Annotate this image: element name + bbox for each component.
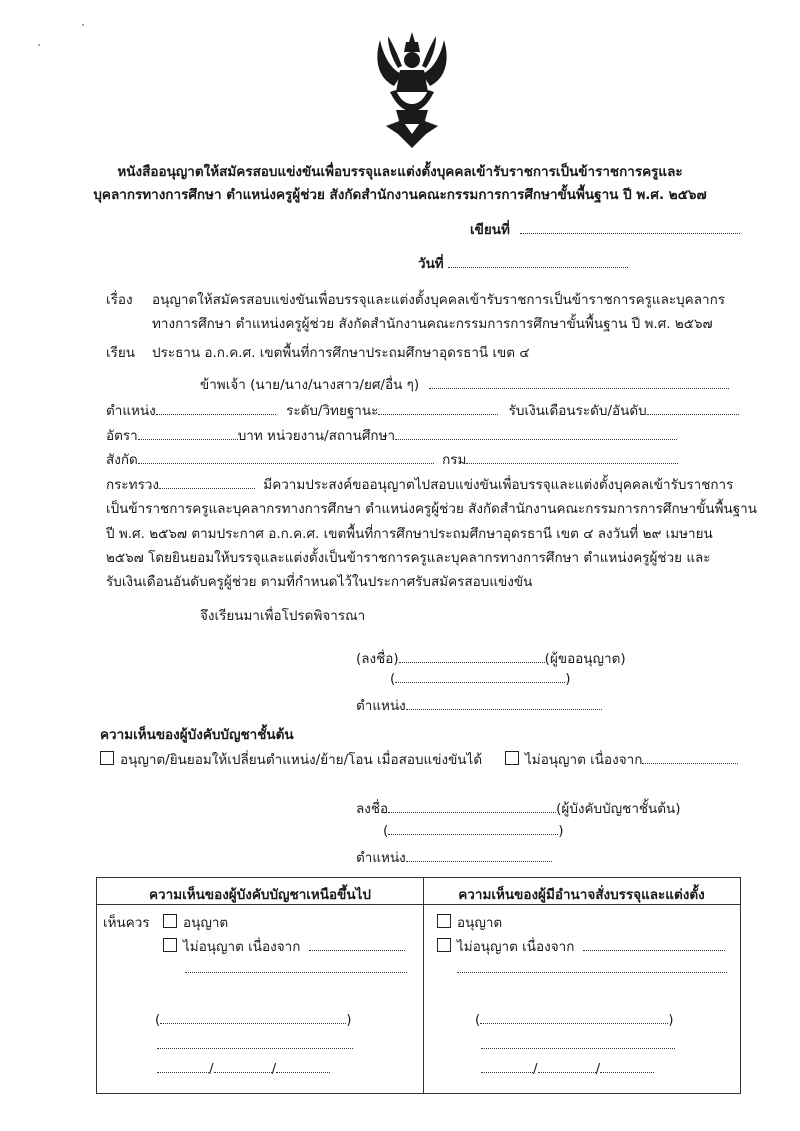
date-field[interactable] [418, 252, 628, 274]
left-allow-option[interactable] [163, 911, 228, 933]
left-allow-label: อนุญาต [183, 915, 229, 931]
affiliation-label: สังกัด [106, 452, 138, 468]
written-at-field[interactable] [470, 218, 740, 240]
applicant-signature-field[interactable] [356, 647, 626, 669]
right-deny-option[interactable] [437, 935, 725, 957]
close-paren: ) [668, 1012, 674, 1028]
higher-supervisor-heading: ความเห็นของผู้บังคับบัญชาเหนือขึ้นไป [149, 887, 371, 903]
supervisor-opinion-heading: ความเห็นของผู้บังคับบัญชาชั้นต้น [100, 727, 294, 743]
right-printed-name-blank[interactable] [480, 1011, 668, 1024]
written-at-blank[interactable] [520, 221, 740, 234]
close-paren: ) [558, 823, 564, 839]
applicant-sign-label: (ลงชื่อ) [356, 651, 399, 667]
deny-checkbox[interactable] [505, 751, 519, 765]
date-label: วันที่ [418, 256, 444, 272]
applicant-position-blank[interactable] [406, 697, 602, 710]
deny-reason-blank[interactable] [642, 751, 738, 764]
position-label: ตำแหน่ง [106, 403, 156, 419]
left-deny-checkbox[interactable] [163, 938, 177, 952]
applicant-name-field[interactable] [200, 373, 729, 395]
right-reason-line2[interactable] [457, 960, 727, 977]
right-deny-label: ไม่อนุญาต เนื่องจาก [457, 939, 575, 955]
ministry-row [106, 473, 733, 495]
document-title-line2: บุคลากรทางการศึกษา ตำแหน่งครูผู้ช่วย สังกัดสำนักงานคณะกรรมการการศึกษาขั้นพื้นฐาน ปี พ.ศ. ๒๕๖๗ [93, 187, 707, 203]
applicant-position-field[interactable] [356, 694, 602, 716]
open-paren: ( [155, 1012, 161, 1028]
request-paragraph-line5: รับเงินเดือนอันดับครูผู้ช่วย ตามที่กำหนดไว้ในประกาศรับสมัครสอบแข่งขัน [106, 574, 533, 590]
right-position-line[interactable] [481, 1036, 675, 1053]
supervisor-position-field[interactable] [356, 846, 552, 868]
applicant-signature-blank[interactable] [399, 650, 545, 663]
deny-option-label: ไม่อนุญาต เนื่องจาก [525, 752, 643, 768]
supervisor-role-label: (ผู้บังคับบัญชาชั้นต้น) [556, 801, 681, 817]
rate-label: อัตรา [106, 428, 138, 444]
close-paren: ) [346, 1012, 352, 1028]
right-month-blank[interactable] [538, 1060, 596, 1073]
left-deny-option[interactable] [163, 935, 405, 957]
supervisor-deny-option[interactable] [505, 748, 738, 770]
department-blank[interactable] [466, 451, 678, 464]
applicant-printed-name-blank[interactable] [395, 670, 565, 683]
applicant-name-blank[interactable] [429, 376, 729, 389]
left-printed-name-field[interactable] [155, 1011, 352, 1028]
affiliation-blank[interactable] [138, 451, 434, 464]
date-slash: / [533, 1061, 538, 1077]
right-deny-checkbox[interactable] [437, 938, 451, 952]
right-reason-blank-2[interactable] [457, 960, 727, 973]
rate-blank[interactable] [138, 427, 238, 440]
subject-label: เรื่อง [106, 292, 133, 308]
position-blank[interactable] [156, 402, 276, 415]
right-day-blank[interactable] [481, 1060, 533, 1073]
allow-option-label: อนุญาต/ยินยอมให้เปลี่ยนตำแหน่ง/ย้าย/โอน เมื่อสอบแข่งขันได้ [120, 752, 483, 768]
affiliation-row [106, 448, 678, 470]
open-paren: ( [390, 671, 396, 687]
left-deny-label: ไม่อนุญาต เนื่องจาก [183, 939, 301, 955]
request-paragraph-line4: ๒๕๖๗ โดยยินยอมให้บรรจุและแต่งตั้งเป็นข้าราชการครูและบุคลากรทางการศึกษา ตำแหน่งครูผู้ช่วย และ [106, 550, 711, 566]
right-allow-checkbox[interactable] [437, 914, 451, 928]
left-month-blank[interactable] [214, 1060, 272, 1073]
document-title-line1: หนังสืออนุญาตให้สมัครสอบแข่งขันเพื่อบรรจุและแต่งตั้งบุคคลเข้ารับราชการเป็นข้าราชการครูและ [117, 164, 683, 180]
closing-text: จึงเรียนมาเพื่อโปรดพิจารณา [200, 608, 366, 624]
left-deny-reason-blank[interactable] [309, 938, 405, 951]
left-position-blank[interactable] [157, 1036, 353, 1049]
date-slash: / [271, 1061, 277, 1077]
rate-row [106, 424, 677, 446]
open-paren: ( [475, 1012, 481, 1028]
left-allow-checkbox[interactable] [163, 914, 177, 928]
request-paragraph-line2: เป็นข้าราชการครูและบุคลากรทางการศึกษา ตำแหน่งครูผู้ช่วย สังกัดสำนักงานคณะกรรมการการศึกษาขั้นพื้นฐาน [106, 501, 757, 517]
applicant-role-label: (ผู้ขออนุญาต) [544, 651, 626, 667]
supervisor-sign-label: ลงชื่อ [356, 801, 389, 817]
right-printed-name-field[interactable] [475, 1011, 674, 1028]
supervisor-signature-blank[interactable] [388, 800, 556, 813]
date-slash: / [595, 1061, 601, 1077]
left-date-field[interactable] [157, 1060, 330, 1077]
open-paren: ( [383, 823, 389, 839]
supervisor-printed-name-blank[interactable] [388, 822, 558, 835]
salary-level-blank[interactable] [647, 402, 739, 415]
table-divider [423, 878, 424, 1093]
garuda-emblem-icon [372, 30, 452, 148]
level-blank[interactable] [378, 402, 498, 415]
subject-line2: ทางการศึกษา ตำแหน่งครูผู้ช่วย สังกัดสำนักงานคณะกรรมการการศึกษาขั้นพื้นฐาน ปี พ.ศ. ๒๕๖๗ [152, 316, 713, 332]
supervisor-position-blank[interactable] [406, 849, 552, 862]
date-blank[interactable] [448, 255, 628, 268]
left-reason-line2[interactable] [185, 960, 407, 977]
right-allow-option[interactable] [437, 911, 502, 933]
right-position-blank[interactable] [481, 1036, 675, 1049]
department-label: กรม [442, 452, 467, 468]
left-position-line[interactable] [157, 1036, 353, 1053]
right-year-blank[interactable] [600, 1060, 654, 1073]
left-printed-name-blank[interactable] [160, 1011, 346, 1024]
applicant-name-label: ข้าพเจ้า (นาย/นาง/นางสาว/ยศ/อื่น ๆ) [200, 377, 420, 393]
allow-checkbox[interactable] [100, 751, 114, 765]
supervisor-allow-option[interactable] [100, 748, 482, 770]
to-value: ประธาน อ.ก.ค.ศ. เขตพื้นที่การศึกษาประถมศึกษาอุดรธานี เขต ๔ [152, 345, 530, 361]
subject-line1: อนุญาตให้สมัครสอบแข่งขันเพื่อบรรจุและแต่งตั้งบุคคลเข้ารับราชการเป็นข้าราชการครูและบุคลากร [152, 292, 725, 308]
recommend-label: เห็นควร [103, 915, 150, 931]
supervisor-signature-field[interactable] [356, 797, 681, 819]
salary-level-label: รับเงินเดือนระดับ/อันดับ [508, 403, 647, 419]
left-year-blank[interactable] [276, 1060, 330, 1073]
left-day-blank[interactable] [157, 1060, 209, 1073]
date-slash: / [209, 1061, 214, 1077]
level-label: ระดับ/วิทยฐานะ [286, 403, 379, 419]
ministry-label: กระทรวง [106, 477, 159, 493]
right-allow-label: อนุญาต [457, 915, 503, 931]
request-paragraph-line1: มีความประสงค์ขออนุญาตไปสอบแข่งขันเพื่อบรรจุและแต่งตั้งบุคคลเข้ารับราชการ [263, 477, 734, 493]
right-date-field[interactable] [481, 1060, 654, 1077]
to-label: เรียน [106, 345, 136, 361]
appointing-authority-heading: ความเห็นของผู้มีอำนาจสั่งบรรจุและแต่งตั้ง [458, 887, 705, 903]
approval-table [96, 877, 741, 1094]
written-at-label: เขียนที่ [470, 222, 510, 238]
close-paren: ) [565, 671, 571, 687]
supervisor-printed-name-field[interactable] [383, 822, 564, 839]
ministry-blank[interactable] [159, 476, 255, 489]
right-deny-reason-blank[interactable] [583, 938, 725, 951]
supervisor-position-label: ตำแหน่ง [356, 850, 406, 866]
request-paragraph-line3: ปี พ.ศ. ๒๕๖๗ ตามประกาศ อ.ก.ค.ศ. เขตพื้นที่การศึกษาประถมศึกษาอุดรธานี เขต ๔ ลงวันที่ ๒๙ เมษายน [106, 526, 713, 542]
baht-unit-label: บาท หน่วยงาน/สถานศึกษา [237, 428, 396, 444]
position-row [106, 399, 739, 421]
applicant-position-label: ตำแหน่ง [356, 698, 406, 714]
left-reason-blank-2[interactable] [185, 960, 407, 973]
applicant-printed-name-field[interactable] [390, 670, 571, 687]
workplace-blank[interactable] [395, 427, 677, 440]
